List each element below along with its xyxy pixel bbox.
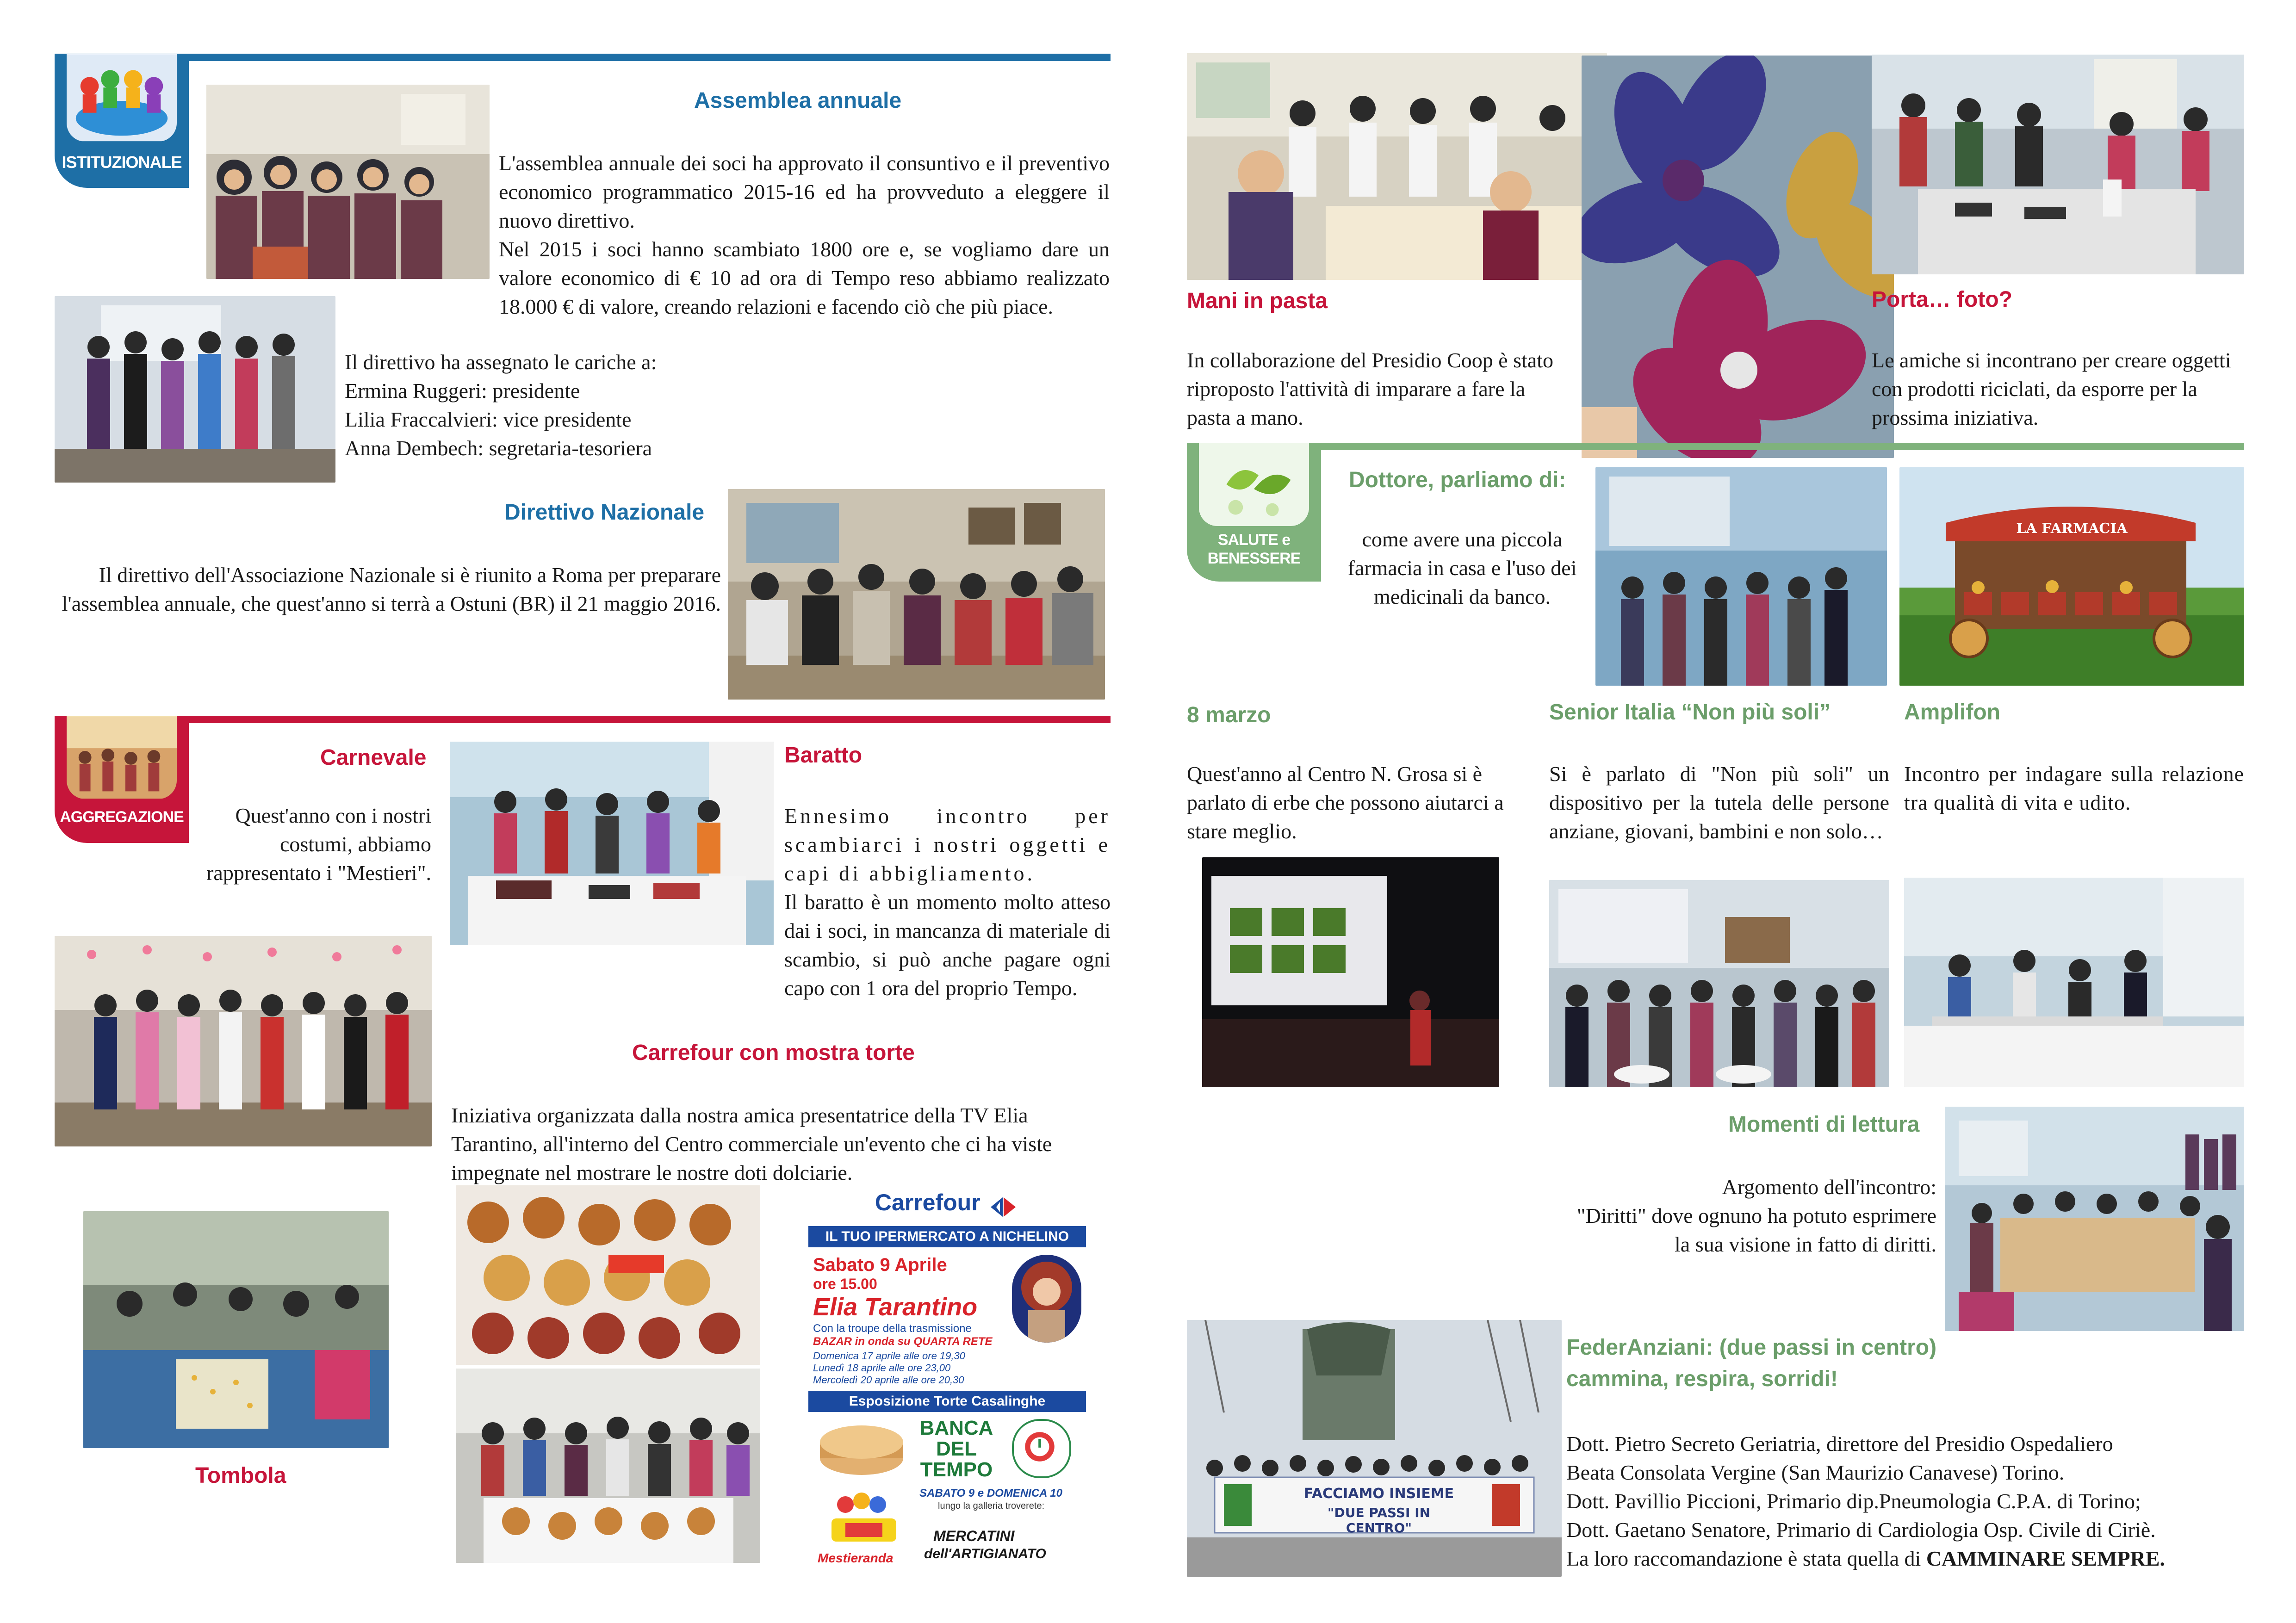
- text-feder-line2: Beata Consolata Vergine (San Maurizio Canavese) Torino.: [1566, 1461, 2065, 1484]
- text-lettura-line1: Argomento dell'incontro:: [1722, 1175, 1936, 1199]
- heading-porta-foto: Porta… foto?: [1872, 287, 2012, 312]
- text-baratto-p2: Il baratto è un momento molto atteso dai i soci, in mancanza di materiale di scambio, si può anche pagare ogni capo con 1 ora del proprio Tempo.: [784, 890, 1111, 1000]
- text-porta-foto: Le amiche si incontrano per creare oggetti con prodotti riciclati, da esporre per la prossima iniziativa.: [1872, 348, 2231, 429]
- photo-tombola: [83, 1211, 389, 1448]
- text-carrefour: Iniziativa organizzata dalla nostra amica presentatrice della TV Elia Tarantino, all'interno del Centro commerciale un'evento che ci ha viste impegnate nel mostrare le nostre doti dolciarie.: [451, 1103, 1052, 1184]
- poster-presenter-photo: [1012, 1255, 1081, 1343]
- photo-momenti-di-lettura: [1945, 1107, 2244, 1331]
- mestieranda-logo-icon: [818, 1491, 910, 1551]
- heading-8-marzo: 8 marzo: [1187, 703, 1271, 727]
- text-assemblea-p1: L'assemblea annuale dei soci ha approvato il consuntivo e il preventivo economico programmatico 2015-16 ed ha provveduto a eleggere il nuovo direttivo.: [499, 151, 1110, 232]
- carrefour-event-poster: [808, 1185, 1086, 1577]
- poster-banca-line3: TEMPO: [920, 1458, 993, 1481]
- photo-dottore-conference: [1595, 467, 1887, 686]
- section-badge-aggregazione: [55, 716, 189, 843]
- photo-senior-italia: [1549, 880, 1889, 1087]
- text-lettura-line3: la sua visione in fatto di diritti.: [1675, 1233, 1936, 1256]
- photo-recycled-flowers: [1582, 56, 1894, 458]
- dancing-group-icon: [67, 716, 177, 799]
- poster-mercatini-1: MERCATINI: [933, 1528, 1015, 1544]
- text-feder-line1: Dott. Pietro Secreto Geriatria, direttore del Presidio Ospedaliero: [1566, 1432, 2113, 1456]
- poster-weekend: SABATO 9 e DOMENICA 10: [919, 1487, 1062, 1499]
- text-carica-presidente: Ermina Ruggeri: presidente: [345, 379, 580, 403]
- heading-federanziani-line2: cammina, respira, sorridi!: [1566, 1367, 1838, 1391]
- text-mani-in-pasta: In collaborazione del Presidio Coop è stato riproposto l'attività di imparare a fare la pasta a mano.: [1187, 348, 1554, 429]
- text-8-marzo: Quest'anno al Centro N. Grosa si è parlato di erbe che possono aiutarci a stare meglio.: [1187, 762, 1504, 843]
- wellness-leaves-icon: [1199, 443, 1309, 526]
- poster-sub2: BAZAR in onda su QUARTA RETE: [813, 1335, 993, 1348]
- section-badge-salute: [1187, 443, 1321, 582]
- poster-expo: Esposizione Torte Casalinghe: [808, 1391, 1086, 1412]
- photo-direttivo-nazionale: [728, 489, 1105, 700]
- photo-mani-in-pasta: [1187, 53, 1607, 280]
- text-assemblea-p2: Nel 2015 i soci hanno scambiato 1800 ore e, se vogliamo dare un valore economico di € 10 ad ora di Tempo reso abbiamo realizzato 18.000 € di valore, creando relazioni e facendo ciò che più piace.: [499, 237, 1110, 318]
- text-carnevale: Quest'anno con i nostri costumi, abbiamo rappresentato i "Mestieri".: [206, 804, 431, 885]
- heading-senior-italia: Senior Italia “Non più soli”: [1549, 700, 1831, 725]
- heading-baratto: Baratto: [784, 743, 863, 768]
- photo-torte-crowd: [456, 1369, 760, 1563]
- poster-gallery: lungo la galleria troverete:: [938, 1501, 1045, 1511]
- poster-banca-line2: DEL: [936, 1437, 977, 1460]
- text-lettura-line2: "Diritti" dove ognuno ha potuto esprimere: [1576, 1204, 1936, 1227]
- march-banner-line2: "DUE PASSI IN CENTRO": [1327, 1505, 1431, 1536]
- poster-mercatini-2: dell'ARTIGIANATO: [924, 1546, 1046, 1561]
- poster-banca-line1: BANCA: [919, 1417, 993, 1439]
- carrefour-logo-icon: [987, 1196, 1019, 1221]
- text-baratto-p1: Ennesimo incontro per scambiarci i nostri oggetti e capi di abbigliamento.: [784, 804, 1111, 885]
- text-feder-line3: Dott. Pavillio Piccioni, Primario dip.Pneumologia C.P.A. di Torino;: [1566, 1489, 2141, 1513]
- text-carica-segretaria: Anna Dembech: segretaria-tesoriera: [345, 436, 652, 460]
- poster-banner: IL TUO IPERMERCATO A NICHELINO: [808, 1226, 1086, 1247]
- carrefour-logo: [808, 1189, 1086, 1221]
- section-rule-salute: [1312, 443, 2244, 450]
- poster-sub1: Con la troupe della trasmissione: [813, 1322, 972, 1335]
- poster-mestieranda: Mestieranda: [818, 1551, 894, 1565]
- heading-dottore: Dottore, parliamo di:: [1349, 468, 1566, 492]
- text-senior-italia: Si è parlato di "Non più soli" un dispositivo per la tutela delle persone anziane, giovani, bambini e non solo…: [1549, 762, 1889, 843]
- photo-8-marzo-presentation: [1202, 857, 1499, 1087]
- photo-assemblea-audience: [206, 85, 490, 279]
- photo-federanziani-march: [1187, 1320, 1562, 1577]
- poster-presenter-name: Elia Tarantino: [813, 1293, 978, 1321]
- text-dottore: come avere una piccola farmacia in casa e l'uso dei medicinali da banco.: [1347, 527, 1577, 608]
- poster-date: Sabato 9 Aprile: [813, 1255, 947, 1275]
- heading-assemblea-annuale: Assemblea annuale: [694, 88, 902, 113]
- photo-baratto: [450, 742, 774, 945]
- farmacia-sign: LA FARMACIA: [2016, 520, 2128, 537]
- poster-schedule-1: Domenica 17 aprile alle ore 19,30: [813, 1350, 965, 1362]
- heading-federanziani-line1: FederAnziani: (due passi in centro): [1566, 1335, 1937, 1360]
- banca-del-tempo-logo-icon: [1012, 1419, 1071, 1478]
- poster-cake-image: [818, 1417, 906, 1477]
- carrefour-brand-text: Carrefour: [875, 1189, 980, 1215]
- heading-amplifon: Amplifon: [1904, 700, 2000, 725]
- heading-tombola: Tombola: [195, 1463, 286, 1488]
- photo-amplifon: [1904, 878, 2244, 1087]
- text-feder-camminare-sempre: CAMMINARE SEMPRE.: [1926, 1547, 2166, 1570]
- poster-schedule-3: Mercoledì 20 aprile alle ore 20,30: [813, 1374, 964, 1386]
- text-amplifon: Incontro per indagare sulla relazione tra qualità di vita e udito.: [1904, 762, 2244, 814]
- section-rule-aggregazione: [185, 716, 1111, 723]
- heading-direttivo-nazionale: Direttivo Nazionale: [504, 500, 705, 525]
- photo-carnevale-costumes: [55, 936, 432, 1146]
- poster-schedule-2: Lunedì 18 aprile alle ore 23,00: [813, 1362, 951, 1374]
- text-direttivo: Il direttivo dell'Associazione Nazionale si è riunito a Roma per preparare l'assemblea annuale, che quest'anno si terrà a Ostuni (BR) il 21 maggio 2016.: [62, 563, 721, 615]
- photo-assemblea-group: [55, 296, 335, 483]
- section-label-aggregazione: AGGREGAZIONE: [60, 808, 184, 826]
- heading-carrefour-mostra-torte: Carrefour con mostra torte: [632, 1041, 915, 1065]
- photo-porta-foto: [1872, 55, 2244, 274]
- section-label-salute: SALUTE e BENESSERE: [1207, 531, 1301, 567]
- text-feder-line4: Dott. Gaetano Senatore, Primario di Cardiologia Osp. Civile di Ciriè.: [1566, 1518, 2156, 1542]
- text-feder-recommendation: La loro raccomandazione è stata quella di: [1566, 1547, 1921, 1570]
- heading-mani-in-pasta: Mani in pasta: [1187, 289, 1328, 313]
- section-label-istituzionale: ISTITUZIONALE: [62, 153, 182, 172]
- text-assemblea-p3: Il direttivo ha assegnato le cariche a:: [345, 350, 657, 374]
- section-rule-istituzionale: [185, 54, 1111, 61]
- text-carica-vice-presidente: Lilia Fraccalvieri: vice presidente: [345, 408, 632, 431]
- poster-time: ore 15.00: [813, 1276, 877, 1292]
- section-badge-istituzionale: [55, 54, 189, 188]
- march-banner-line1: FACCIAMO INSIEME: [1303, 1486, 1454, 1502]
- people-circle-icon: [67, 54, 177, 142]
- photo-torte-table: [456, 1185, 760, 1365]
- photo-la-farmacia: [1899, 467, 2244, 686]
- text-feder-line5: [1566, 1544, 2246, 1573]
- heading-momenti-di-lettura: Momenti di lettura: [1728, 1112, 1920, 1137]
- heading-carnevale: Carnevale: [320, 745, 427, 770]
